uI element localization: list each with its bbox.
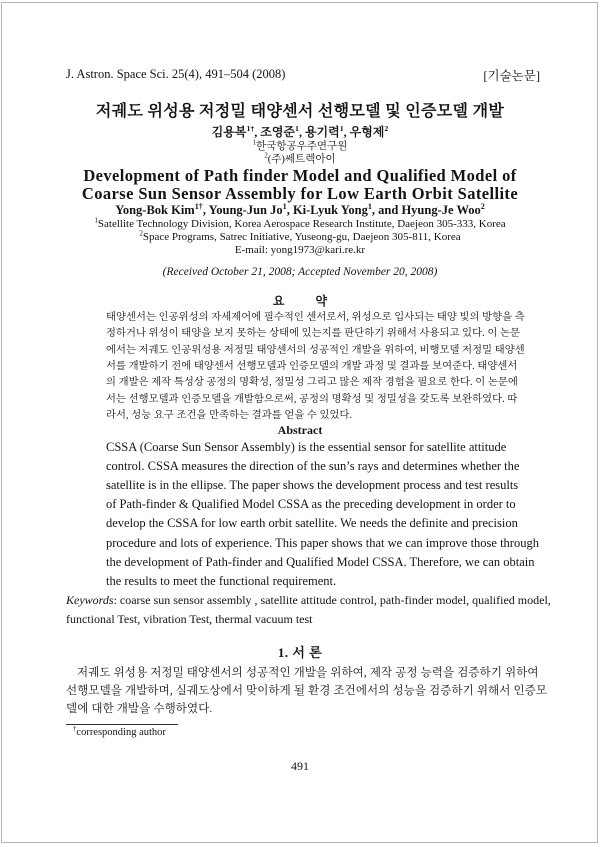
author-name: 김용복 (211, 125, 247, 139)
text-line: the results to meet the functional requirement. (106, 573, 337, 588)
korean-abstract-heading: 요 약 (272, 294, 342, 308)
text-line: the development of Path-finder and Qualified Model CSSA. Therefore, we can obtain (106, 554, 535, 569)
text-line: 선행모델을 개발하며, 실궤도상에서 맞이하게 될 환경 조건에서의 성능을 검증하기 위해서 인증모 (66, 685, 548, 697)
text-line: control. CSSA measures the direction of the sun’s rays and determines whether the (106, 459, 520, 474)
footnote: †corresponding author (73, 725, 166, 738)
abstract-heading: Abstract (277, 423, 323, 437)
author-mark: 2 (480, 201, 485, 211)
journal-citation: J. Astron. Space Sci. 25(4), 491–504 (2008) (66, 67, 286, 81)
author-mark: 1 (367, 201, 372, 211)
text-line: satellite is in the ellipse. The paper shows the development process and test results (106, 478, 519, 493)
text-line: 의 개발은 제작 특성상 공정의 명확성, 정밀성 그리고 많은 제작 경험을 필요로 한다. 이 논문에 (106, 377, 518, 389)
korean-affiliation-2: $^2$(주)쎄트렉아이 (264, 152, 336, 165)
author-mark: 1† (194, 201, 203, 211)
section-heading: 1. 서 론 (277, 645, 323, 660)
english-title-line-1: Development of Path finder Model and Qualified Model of (83, 166, 517, 185)
english-authors: Yong-Bok Kim$^{1\dagger}$, Young-Jun Jo$^1$, Ki-Lyuk Yong$^1$, and Hyung-Je Woo$^2$ (115, 201, 485, 217)
korean-title: 저궤도 위성용 저정밀 태양센서 선행모델 및 인증모델 개발 (95, 103, 505, 120)
author-name: 용기력 (304, 125, 340, 139)
keywords-line-1: Keywords: coarse sun sensor assembly , satellite attitude control, path-finder model, qualified model, (66, 593, 551, 607)
author-mark: 1 (339, 124, 344, 133)
author-name: 우형제 (349, 125, 385, 139)
author-mark: 1 (295, 124, 299, 133)
keywords-label: Keywords (66, 593, 114, 607)
korean-authors: 김용복$^{1\dagger}$, 조영준$^1$, 용기력$^1$, 우형제$^2$ (211, 124, 389, 139)
contact-email: E-mail: yong1973@kari.re.kr (234, 244, 366, 256)
text-line: 서를 개발하기 전에 태양센서 선행모델과 인증모델의 개발 과정 및 결과를 보여준다. 태양센서 (106, 360, 518, 372)
author-name: Young-Jun Jo (208, 203, 283, 217)
keywords-line-2: functional Test, vibration Test, thermal vacuum test (66, 612, 313, 626)
author-mark: 2 (384, 124, 389, 133)
text-line: 저궤도 위성용 저정밀 태양센서의 성공적인 개발을 위하여, 제작 공정 능력을 검증하기 위하여 (77, 667, 539, 679)
text-line: develop the CSSA for low earth orbit satellite. We needs the definite and precision (106, 516, 518, 531)
text-line: of Path-finder & Qualified Model CSSA as the preceding development in order to (106, 497, 516, 512)
text-line: 서는 선행모델과 인증모델을 개발함으로써, 공정의 명확성 및 정밀성을 갖도록 보완하였다. 따 (106, 393, 518, 405)
page-number: 491 (291, 759, 309, 773)
text-line: 라서, 성능 요구 조건을 만족하는 결과를 얻을 수 있었다. (106, 409, 353, 421)
korean-affiliation-1: $^1$한국항공우주연구원 (252, 139, 348, 152)
text-line: 태양센서는 인공위성의 자세제어에 필수적인 센서로서, 위성으로 입사되는 태양 빛의 방향을 측 (106, 312, 525, 323)
author-mark: 1† (246, 124, 255, 133)
footnote-rule (66, 724, 178, 725)
author-mark: 1 (282, 201, 287, 211)
text-line: 정하거나 위성이 태양을 보지 못하는 상태에 있는지를 판단하기 위해서 사용되고 있다. 이 논문 (106, 328, 520, 340)
author-name: Ki-Lyuk Yong (292, 203, 368, 217)
english-affiliation-1: $^1$Satellite Technology Division, Korea Aerospace Research Institute, Daejeon 305-333, Korea (94, 216, 506, 230)
author-name: Hyung-Je Woo (401, 203, 481, 217)
article-type-tag: [기술논문] (483, 69, 540, 83)
author-name: 조영준 (260, 125, 296, 139)
text-line: CSSA (Coarse Sun Sensor Assembly) is the essential sensor for satellite attitude (106, 440, 507, 454)
author-name: Yong-Bok Kim (115, 203, 195, 217)
text-line: 델에 대한 개발을 수행하였다. (66, 703, 213, 715)
received-dates: (Received October 21, 2008; Accepted November 20, 2008) (162, 266, 438, 278)
text-line: procedure and lots of experience. This paper shows that we can improve those through (106, 535, 539, 550)
english-title-line-2: Coarse Sun Sensor Assembly for Low Earth Orbit Satellite (81, 184, 519, 203)
text-line: 에서는 저궤도 인공위성용 저정밀 태양센서의 성공적인 개발을 위하여, 비행모델 저정밀 태양센 (106, 344, 525, 356)
english-affiliation-2: $^2$Space Programs, Satrec Initiative, Yuseong-gu, Daejeon 305-811, Korea (139, 229, 461, 243)
